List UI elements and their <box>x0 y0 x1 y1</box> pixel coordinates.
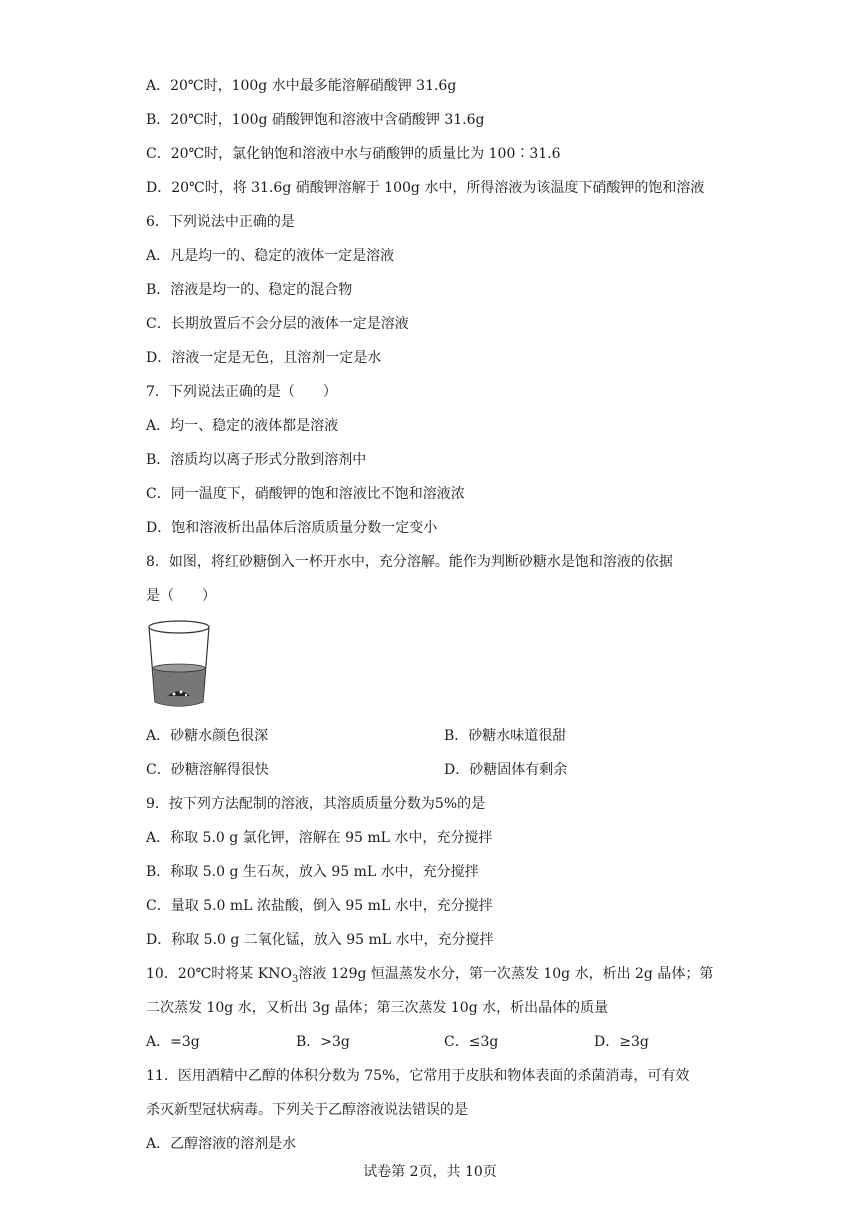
q7-option-d: D．饱和溶液析出晶体后溶质质量分数一定变小 <box>146 520 438 536</box>
q11-stem-line1: 11．医用酒精中乙醇的体积分数为 75%，它常用于皮肤和物体表面的杀菌消毒，可有效 <box>146 1068 690 1084</box>
q6-option-c: C．长期放置后不会分层的液体一定是溶液 <box>146 316 409 332</box>
q8-option-d: D．砂糖固体有剩余 <box>444 762 568 778</box>
q5-option-a: A．20℃时，100g 水中最多能溶解硝酸钾 31.6g <box>146 78 457 94</box>
q5-option-b: B．20℃时，100g 硝酸钾饱和溶液中含硝酸钾 31.6g <box>146 112 485 128</box>
q7-option-a: A．均一、稳定的液体都是溶液 <box>146 418 339 434</box>
q7-stem: 7．下列说法正确的是（ ） <box>146 384 337 400</box>
beaker-figure <box>146 618 212 710</box>
q9-stem: 9．按下列方法配制的溶液，其溶质质量分数为5%的是 <box>146 796 486 812</box>
q10-stem-line1 <box>146 964 713 990</box>
q8-stem-line2: 是（ ） <box>146 588 216 604</box>
q5-option-d: D．20℃时，将 31.6g 硝酸钾溶解于 100g 水中，所得溶液为该温度下硝酸钾的饱和溶液 <box>146 180 705 196</box>
q6-option-a: A．凡是均一的、稳定的液体一定是溶液 <box>146 248 395 264</box>
q7-option-b: B．溶质均以离子形式分散到溶剂中 <box>146 452 367 468</box>
q10-subscript: 3 <box>291 973 299 985</box>
q8-option-a: A．砂糖水颜色很深 <box>146 728 269 744</box>
q8-option-c: C．砂糖溶解得很快 <box>146 762 269 778</box>
q6-option-d: D．溶液一定是无色，且溶剂一定是水 <box>146 350 382 366</box>
q6-option-b: B．溶液是均一的、稳定的混合物 <box>146 282 353 298</box>
q8-stem-line1: 8．如图，将红砂糖倒入一杯开水中，充分溶解。能作为判断砂糖水是饱和溶液的依据 <box>146 554 673 570</box>
q5-option-c: C．20℃时，氯化钠饱和溶液中水与硝酸钾的质量比为 100∶31.6 <box>146 146 561 162</box>
q11-option-a: A．乙醇溶液的溶剂是水 <box>146 1136 297 1152</box>
q10-stem-part1: 10．20℃时将某 KNO <box>146 966 292 982</box>
page-footer: 试卷第 2页，共 10页 <box>363 1164 497 1180</box>
q6-stem: 6．下列说法中正确的是 <box>146 214 295 230</box>
q11-stem-line2: 杀灭新型冠状病毒。下列关于乙醇溶液说法错误的是 <box>146 1102 468 1118</box>
q7-option-c: C．同一温度下，硝酸钾的饱和溶液比不饱和溶液浓 <box>146 486 465 502</box>
q9-option-d: D．称取 5.0 g 二氧化锰，放入 95 mL 水中，充分搅拌 <box>146 932 494 948</box>
q9-option-b: B．称取 5.0 g 生石灰，放入 95 mL 水中，充分搅拌 <box>146 864 479 880</box>
q10-stem-part2: 溶液 129g 恒温蒸发水分，第一次蒸发 10g 水，析出 2g 晶体；第 <box>298 966 714 982</box>
q10-option-c: C．≤3g <box>444 1034 499 1050</box>
q10-option-b: B．>3g <box>296 1034 350 1050</box>
q8-option-b: B．砂糖水味道很甜 <box>444 728 567 744</box>
q9-option-c: C．量取 5.0 mL 浓盐酸，倒入 95 mL 水中，充分搅拌 <box>146 898 493 914</box>
q10-option-a: A．=3g <box>146 1034 200 1050</box>
q10-stem-line2: 二次蒸发 10g 水，又析出 3g 晶体；第三次蒸发 10g 水，析出晶体的质量 <box>146 1000 609 1016</box>
q9-option-a: A．称取 5.0 g 氯化钾，溶解在 95 mL 水中，充分搅拌 <box>146 830 493 846</box>
q10-option-d: D．≥3g <box>594 1034 649 1050</box>
